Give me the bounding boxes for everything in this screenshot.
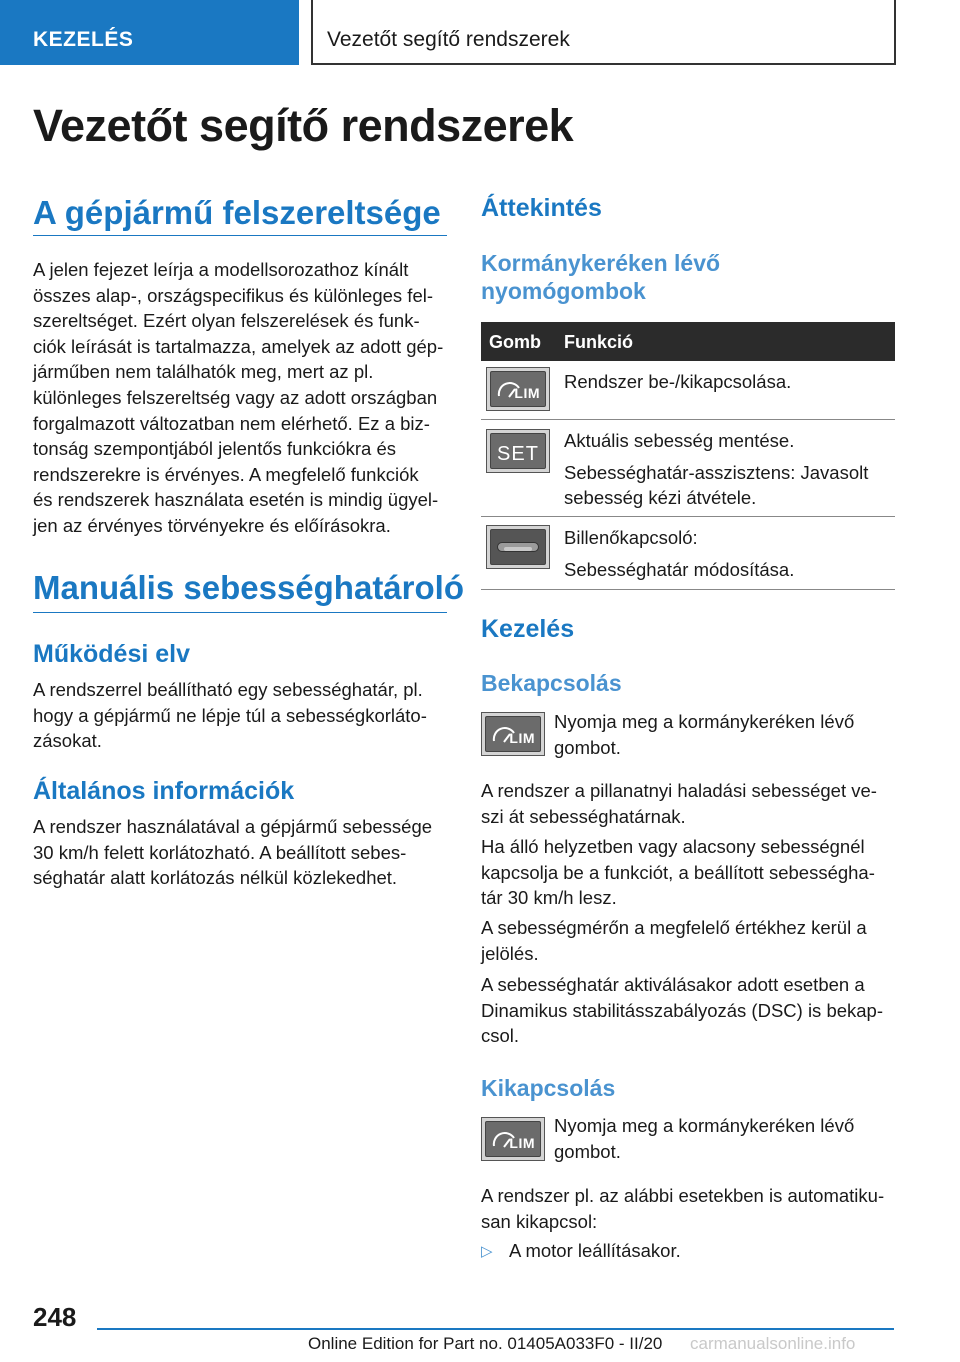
table-row — [481, 517, 895, 590]
text-line: zásokat. — [33, 730, 102, 752]
text-line: A rendszer pl. az alábbi esetekben is automatiku- — [481, 1185, 885, 1206]
heading-line: nyomógombok — [481, 278, 646, 304]
page-number: 248 — [33, 1302, 77, 1332]
lim-button-icon — [481, 1117, 545, 1161]
text-line: Dinamikus stabilitásszabályozás (DSC) is bekap- — [481, 999, 884, 1021]
lim-button-icon — [486, 367, 550, 411]
text-line: A sebességmérőn a megfelelő értékhez kerül a — [481, 917, 867, 938]
switch-off-instruction — [554, 1113, 894, 1164]
table-row — [481, 420, 895, 517]
text-line: kapcsolja be a funkciót, a beállított sebességha- — [481, 861, 875, 883]
text-line: jen az érvényes törvényekre és előírásokra. — [33, 514, 391, 536]
text-line: szereltséget. Ezért olyan felszerelések és funk- — [33, 310, 420, 332]
text-line: hogy a gépjármű ne lépje túl a sebességkorláto- — [33, 704, 427, 726]
text-line: Rendszer be-/kikapcsolása. — [564, 371, 792, 392]
text-line: különleges felszereltség vagy az adott országban — [33, 386, 438, 408]
edition-text: Online Edition for Part no. 01405A033F0 - II/20 — [308, 1334, 663, 1353]
switch-on-text-1 — [481, 778, 895, 829]
general-info-heading: Általános információk — [33, 777, 295, 805]
text-line: Aktuális sebesség mentése. — [564, 430, 795, 451]
text-line: Nyomja meg a kormánykeréken lévő — [554, 711, 855, 732]
switch-on-instruction — [554, 709, 894, 760]
row-function — [564, 369, 791, 394]
chapter-header — [311, 0, 896, 65]
watermark: carmanualsonline.info — [690, 1334, 856, 1353]
text-line: összes alap-, országspecifikus és különleges fel- — [33, 284, 433, 306]
switch-on-heading: Bekapcsolás — [481, 670, 622, 696]
column-header-function: Funkció — [564, 332, 634, 352]
text-line: A rendszer a pillanatnyi haladási sebességet ve- — [481, 780, 877, 801]
text-line: séghatár alatt korlátozás nélkül közlekedhet. — [33, 867, 398, 889]
list-item-text: A motor leállításakor. — [509, 1240, 681, 1261]
text-line: csol. — [481, 1025, 520, 1047]
text-line: gombot. — [554, 736, 621, 758]
triangle-bullet-icon: ▷ — [481, 1243, 493, 1260]
text-line: A rendszerrel beállítható egy sebességhatár, pl. — [33, 679, 423, 700]
text-line: tár 30 km/h lesz. — [481, 887, 617, 909]
lim-label: LIM — [509, 730, 535, 746]
text-line: járműben nem találhatók meg, mert az pl. — [33, 361, 374, 383]
text-line: san kikapcsol: — [481, 1210, 598, 1232]
text-line: ciók leírását is tartalmazza, amelyek az adott gép- — [33, 335, 444, 357]
switch-on-text-3 — [481, 915, 895, 966]
set-label: SET — [497, 443, 539, 465]
switch-on-text-2 — [481, 834, 895, 911]
switch-off-heading: Kikapcsolás — [481, 1075, 616, 1101]
table-header — [481, 322, 895, 361]
text-line: Ha álló helyzetben vagy alacsony sebességnél — [481, 836, 865, 857]
text-line: A sebességhatár aktiválásakor adott esetben a — [481, 974, 865, 995]
heading-line: Kormánykeréken lévő — [481, 250, 721, 276]
page-title: Vezetőt segítő rendszerek — [33, 100, 574, 151]
general-info-text — [33, 814, 447, 891]
text-line: forgalmazott változatban nem elérhető. Ez a biz- — [33, 412, 430, 434]
manual-limiter-heading: Manuális sebességhatároló — [33, 569, 447, 613]
text-line: Sebességhatár módosítása. — [564, 559, 795, 580]
row-function — [564, 428, 868, 510]
section-tab-label: KEZELÉS — [33, 28, 134, 51]
text-line: Sebességhatár-asszisztens: Javasolt — [564, 462, 869, 483]
text-line: 30 km/h felett korlátozható. A beállított sebes- — [33, 841, 407, 863]
rocker-switch-icon — [486, 525, 550, 569]
switch-on-text-4 — [481, 972, 895, 1049]
row-function — [564, 525, 794, 582]
equipment-heading: A gépjármű felszereltsége — [33, 194, 447, 236]
lim-button-icon — [481, 712, 545, 756]
lim-label: LIM — [514, 385, 540, 401]
table-row — [481, 361, 895, 420]
chapter-header-title: Vezetőt segítő rendszerek — [327, 28, 570, 51]
text-line: szi át sebességhatárnak. — [481, 805, 686, 827]
text-line: Billenőkapcsoló: — [564, 527, 698, 548]
equipment-text — [33, 257, 447, 539]
column-header-button: Gomb — [489, 332, 541, 352]
text-line: gombot. — [554, 1140, 621, 1162]
steering-buttons-heading — [481, 249, 720, 305]
operation-heading: Kezelés — [481, 615, 575, 643]
text-line: jelölés. — [481, 942, 539, 964]
principle-text — [33, 677, 447, 754]
lim-label: LIM — [509, 1135, 535, 1151]
text-line: Nyomja meg a kormánykeréken lévő — [554, 1115, 855, 1136]
text-line: A jelen fejezet leírja a modellsorozathoz kínált — [33, 259, 409, 280]
text-line: A rendszer használatával a gépjármű sebessége — [33, 816, 433, 837]
text-line: sebesség kézi átvétele. — [564, 487, 757, 508]
principle-heading: Működési elv — [33, 640, 190, 668]
set-button-icon — [486, 429, 550, 473]
overview-heading: Áttekintés — [481, 194, 602, 222]
text-line: rendszerekre is érvényes. A megfelelő funkciók — [33, 463, 419, 485]
text-line: tonság szempontjából jelentős funkciókra és — [33, 438, 397, 460]
footer-divider — [97, 1328, 894, 1330]
section-tab — [0, 0, 299, 65]
text-line: és rendszerek használata esetén is mindig ügyel- — [33, 489, 439, 511]
switch-off-text — [481, 1183, 895, 1234]
